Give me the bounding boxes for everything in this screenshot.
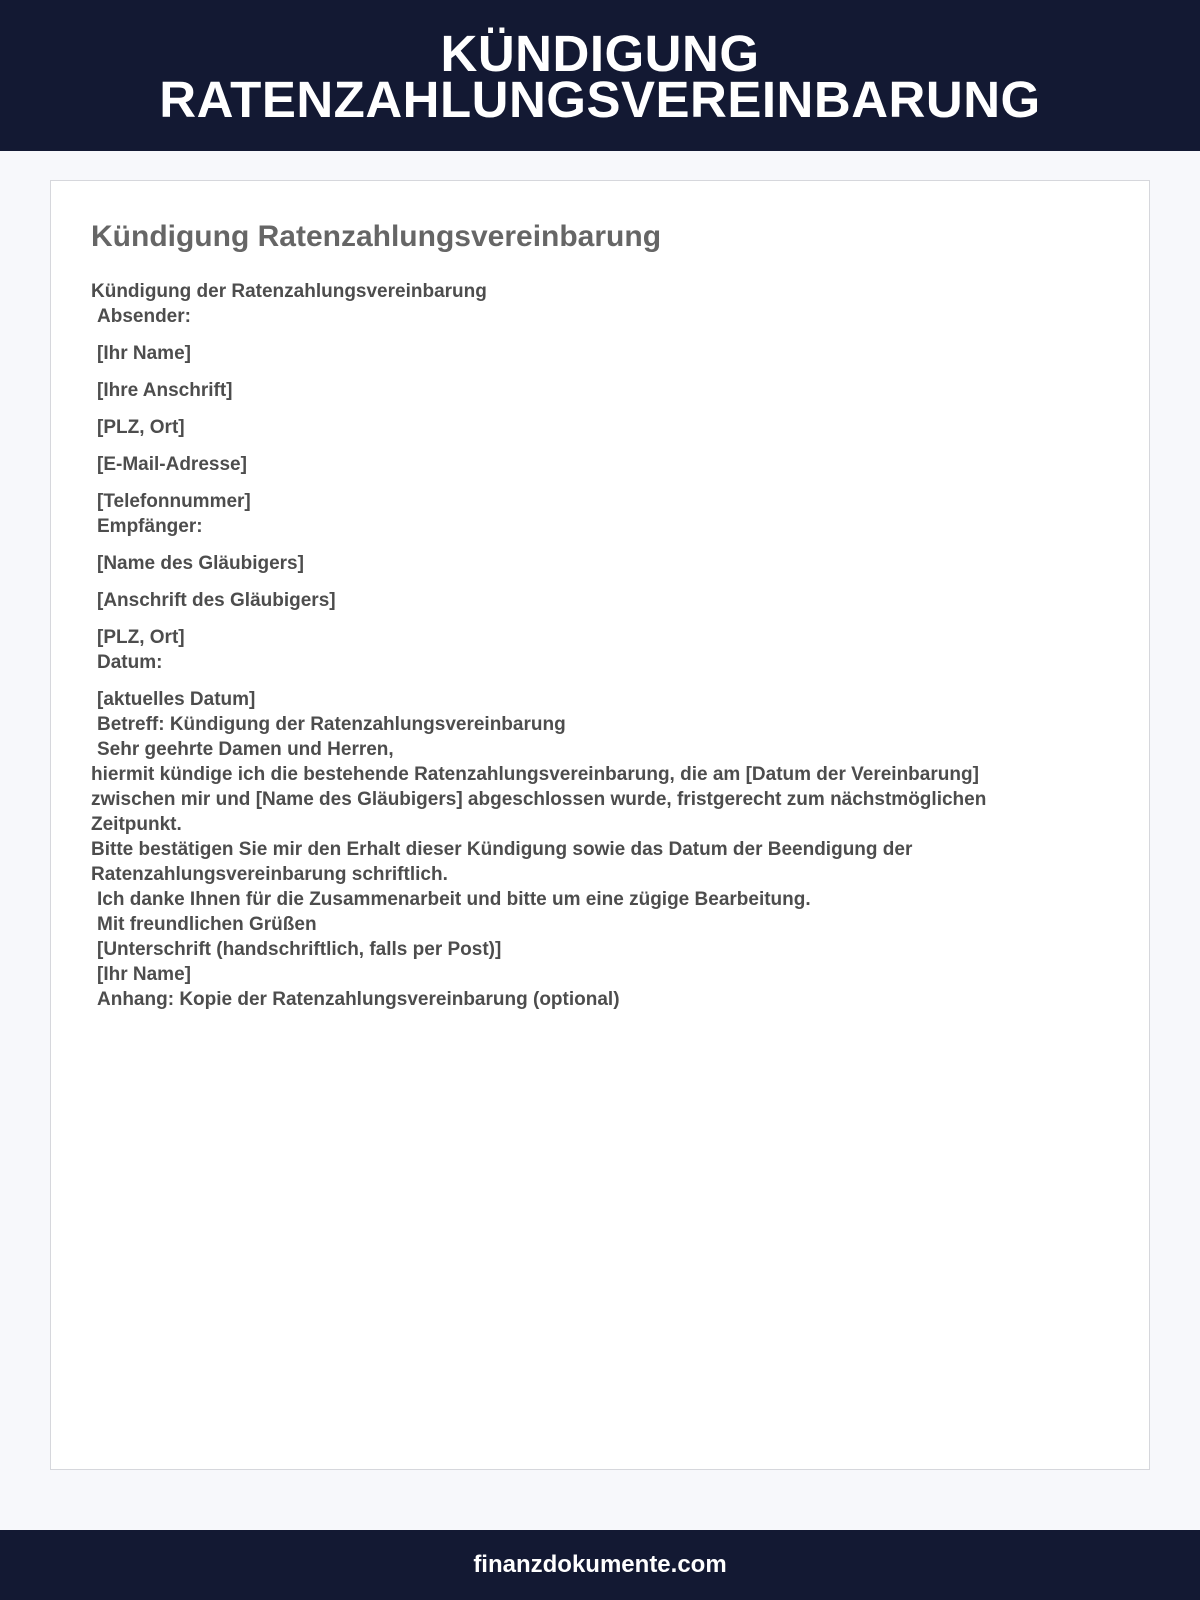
recipient-city: [PLZ, Ort] [97, 627, 185, 648]
recipient-address: [Anschrift des Gläubigers] [97, 590, 336, 611]
date-value: [aktuelles Datum] [97, 689, 256, 710]
salutation: Sehr geehrte Damen und Herren, [97, 739, 394, 760]
page-footer [0, 1530, 1200, 1600]
paragraph-1-line-2: zwischen mir und [Name des Gläubigers] abgeschlossen wurde, fristgerecht zum nächstmöglichen [91, 789, 987, 810]
sender-address: [Ihre Anschrift] [97, 380, 233, 401]
thanks-line: Ich danke Ihnen für die Zusammenarbeit und bitte um eine zügige Bearbeitung. [97, 889, 811, 910]
header-title-line-2: RATENZAHLUNGSVEREINBARUNG [159, 70, 1041, 128]
document-title: Kündigung Ratenzahlungsvereinbarung [91, 220, 662, 253]
recipient-name: [Name des Gläubigers] [97, 553, 304, 574]
signature-name: [Ihr Name] [97, 964, 191, 985]
paragraph-2-line-2: Ratenzahlungsvereinbarung schriftlich. [91, 864, 448, 885]
sender-phone: [Telefonnummer] [97, 491, 251, 512]
letter-heading: Kündigung der Ratenzahlungsvereinbarung [91, 281, 487, 302]
sender-city: [PLZ, Ort] [97, 417, 185, 438]
paragraph-1-line-1: hiermit kündige ich die bestehende Ratenzahlungsvereinbarung, die am [Datum der Vereinbarung] [91, 764, 979, 785]
paragraph-1-line-3: Zeitpunkt. [91, 814, 182, 835]
signature-line: [Unterschrift (handschriftlich, falls per Post)] [97, 939, 502, 960]
sender-email: [E-Mail-Adresse] [97, 454, 247, 475]
attachment-line: Anhang: Kopie der Ratenzahlungsvereinbarung (optional) [97, 989, 620, 1010]
recipient-label: Empfänger: [97, 516, 203, 537]
page-header [0, 0, 1200, 151]
closing-line: Mit freundlichen Grüßen [97, 914, 317, 935]
sender-name: [Ihr Name] [97, 343, 191, 364]
sender-label: Absender: [97, 306, 191, 327]
header-title [50, 24, 1150, 128]
subject-line: Betreff: Kündigung der Ratenzahlungsvereinbarung [97, 714, 566, 735]
footer-site-name: finanzdokumente.com [473, 1551, 727, 1578]
date-label: Datum: [97, 652, 163, 673]
letter-body [91, 279, 1091, 1012]
document-card [50, 180, 1150, 1470]
header-title-line-1: KÜNDIGUNG [440, 24, 760, 82]
paragraph-2-line-1: Bitte bestätigen Sie mir den Erhalt dieser Kündigung sowie das Datum der Beendigung der [91, 839, 913, 860]
